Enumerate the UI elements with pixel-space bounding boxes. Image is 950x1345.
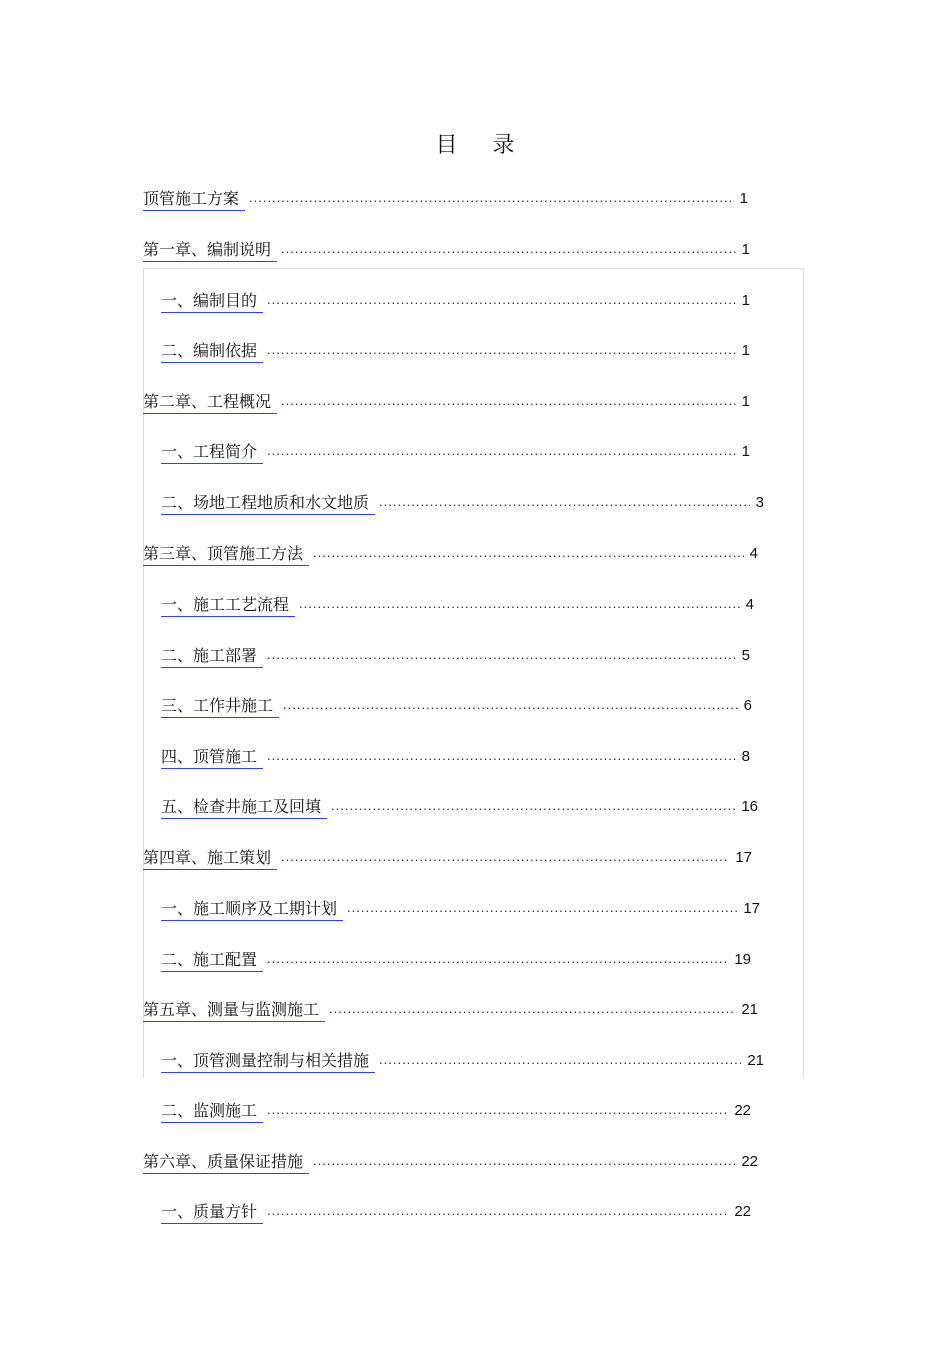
toc-entry-label[interactable]: 二、施工配置 [161, 950, 263, 972]
toc-entry-l1[interactable] [143, 1150, 758, 1174]
toc-entry-l1[interactable] [143, 187, 748, 211]
toc-leader-dots [299, 594, 740, 617]
page-title: 目 录 [435, 133, 529, 158]
toc-entry-l2[interactable] [161, 644, 750, 668]
toc-entry-l1[interactable] [143, 238, 750, 262]
toc-page-number: 1 [741, 342, 750, 359]
toc-entry-label[interactable]: 一、编制目的 [161, 291, 263, 313]
toc-leader-dots [313, 543, 744, 566]
toc-entry-l1[interactable] [143, 542, 758, 566]
toc-leader-dots [267, 441, 736, 464]
toc-page-number: 21 [741, 1001, 758, 1018]
toc-entry-l1[interactable] [143, 390, 750, 414]
toc-page-number: 3 [755, 494, 764, 511]
toc-leader-dots [313, 1151, 735, 1174]
toc-page-number: 16 [741, 798, 758, 815]
toc-entry-label[interactable]: 顶管施工方案 [143, 189, 245, 211]
toc-leader-dots [267, 1201, 728, 1224]
toc-page-number: 19 [734, 951, 751, 968]
toc-entry-l2[interactable] [161, 593, 754, 617]
toc-page-number: 4 [745, 596, 754, 613]
toc-leader-dots [281, 239, 736, 262]
toc-entry-l2[interactable] [161, 948, 751, 972]
toc-page-number: 4 [749, 545, 758, 562]
toc-entry-l2[interactable] [161, 795, 758, 819]
toc-leader-dots [329, 999, 735, 1022]
toc-entry-l2[interactable] [161, 694, 752, 718]
toc-entry-l2[interactable] [161, 1200, 751, 1224]
toc-entry-l2[interactable] [161, 1049, 764, 1073]
toc-leader-dots [281, 847, 729, 870]
toc-page-number: 22 [734, 1203, 751, 1220]
toc-page-number: 1 [741, 241, 750, 258]
toc-entry-label[interactable]: 二、场地工程地质和水文地质 [161, 493, 375, 515]
toc-page-number: 8 [741, 748, 750, 765]
toc-leader-dots [267, 1100, 728, 1123]
toc-entry-l1[interactable] [143, 846, 752, 870]
toc-page-number: 1 [741, 292, 750, 309]
toc-entry-label[interactable]: 一、施工工艺流程 [161, 595, 295, 617]
toc-page-number: 22 [734, 1102, 751, 1119]
toc-entry-label[interactable]: 二、监测施工 [161, 1101, 263, 1123]
toc-entry-label[interactable]: 第五章、测量与监测施工 [143, 1000, 325, 1022]
toc-page-number: 5 [741, 647, 750, 664]
toc-entry-label[interactable]: 第四章、施工策划 [143, 848, 277, 870]
toc-entry-l2[interactable] [161, 897, 760, 921]
toc-entry-l2[interactable] [161, 289, 750, 313]
toc-entry-l2[interactable] [161, 1099, 751, 1123]
toc-leader-dots [331, 796, 735, 819]
toc-leader-dots [267, 746, 736, 769]
toc-entry-label[interactable]: 一、质量方针 [161, 1202, 263, 1224]
toc-page-number: 1 [741, 393, 750, 410]
toc-leader-dots [267, 340, 736, 363]
toc-entry-label[interactable]: 四、顶管施工 [161, 747, 263, 769]
toc-page-number: 17 [743, 900, 760, 917]
toc-entry-l2[interactable] [161, 339, 750, 363]
toc-leader-dots [267, 290, 736, 313]
toc-page-number: 21 [747, 1052, 764, 1069]
toc-entry-label[interactable]: 第一章、编制说明 [143, 240, 277, 262]
toc-leader-dots [281, 391, 736, 414]
toc-entry-label[interactable]: 第六章、质量保证措施 [143, 1152, 309, 1174]
toc-page-number: 1 [739, 190, 748, 207]
toc-leader-dots [283, 695, 738, 718]
toc-page-number: 17 [735, 849, 752, 866]
toc-entry-label[interactable]: 三、工作井施工 [161, 696, 279, 718]
toc-leader-dots [267, 949, 728, 972]
toc-page-number: 1 [741, 443, 750, 460]
toc-entry-label[interactable]: 二、编制依据 [161, 341, 263, 363]
toc-entry-label[interactable]: 二、施工部署 [161, 646, 263, 668]
toc-leader-dots [249, 188, 734, 211]
toc-entry-label[interactable]: 第三章、顶管施工方法 [143, 544, 309, 566]
toc-leader-dots [379, 492, 750, 515]
toc-entry-l1[interactable] [143, 998, 758, 1022]
toc-leader-dots [267, 645, 736, 668]
toc-page-number: 6 [743, 697, 752, 714]
toc-leader-dots [379, 1050, 741, 1073]
toc-entry-label[interactable]: 第二章、工程概况 [143, 392, 277, 414]
toc-entry-l2[interactable] [161, 491, 764, 515]
toc-entry-label[interactable]: 一、施工顺序及工期计划 [161, 899, 343, 921]
toc-entry-l2[interactable] [161, 745, 750, 769]
toc-entry-label[interactable]: 五、检查井施工及回填 [161, 797, 327, 819]
toc-entry-l2[interactable] [161, 440, 750, 464]
toc-page-number: 22 [741, 1153, 758, 1170]
toc-leader-dots [347, 898, 737, 921]
toc-entry-label[interactable]: 一、顶管测量控制与相关措施 [161, 1051, 375, 1073]
toc-entry-label[interactable]: 一、工程简介 [161, 442, 263, 464]
